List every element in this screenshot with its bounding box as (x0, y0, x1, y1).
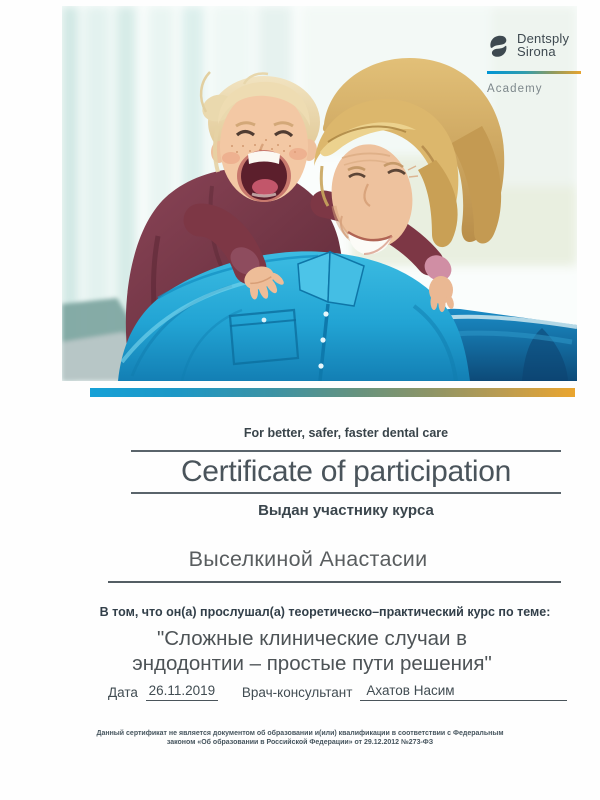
course-intro: В том, что он(а) прослушал(а) теоретическо–практический курс по теме: (99, 605, 551, 619)
disclaimer-line2: законом «Об образовании в Российской Федерации» от 29.12.2012 №273-ФЗ (166, 739, 434, 746)
brand-block (487, 32, 587, 95)
brand-tagline: For better, safer, faster dental care (243, 426, 449, 440)
academy-label: Academy (487, 82, 543, 95)
date-label: Дата (108, 685, 138, 700)
divider-bottom (131, 492, 561, 494)
disclaimer-line1: Данный сертификат не является документом об образовании и(или) квалификации в соответствии с Федеральным (96, 730, 504, 737)
brand-name (517, 32, 569, 58)
brand-gradient-rule (487, 71, 581, 74)
brand-name-line1: Dentsply (517, 31, 570, 46)
divider-top (131, 450, 561, 452)
section-gradient-bar (90, 388, 575, 397)
signature-row (108, 683, 567, 701)
course-title (82, 626, 542, 676)
date-value: 26.11.2019 (146, 683, 218, 701)
certificate-title: Certificate of participation (180, 455, 512, 488)
issued-to-label: Выдан участнику курса (258, 502, 434, 519)
participant-name: Выселкиной Анастасии (188, 547, 428, 571)
course-title-line1: "Сложные клинические случаи в (156, 627, 468, 650)
course-title-line2: эндодонтии – простые пути решения" (132, 652, 492, 675)
consultant-label: Врач-консультант (241, 685, 353, 700)
disclaimer (70, 729, 530, 747)
participant-name-underline (108, 581, 561, 583)
brand-name-line2: Sirona (517, 44, 556, 59)
dentsply-sirona-logo-icon (487, 32, 510, 65)
consultant-name: Ахатов Насим (360, 683, 567, 701)
